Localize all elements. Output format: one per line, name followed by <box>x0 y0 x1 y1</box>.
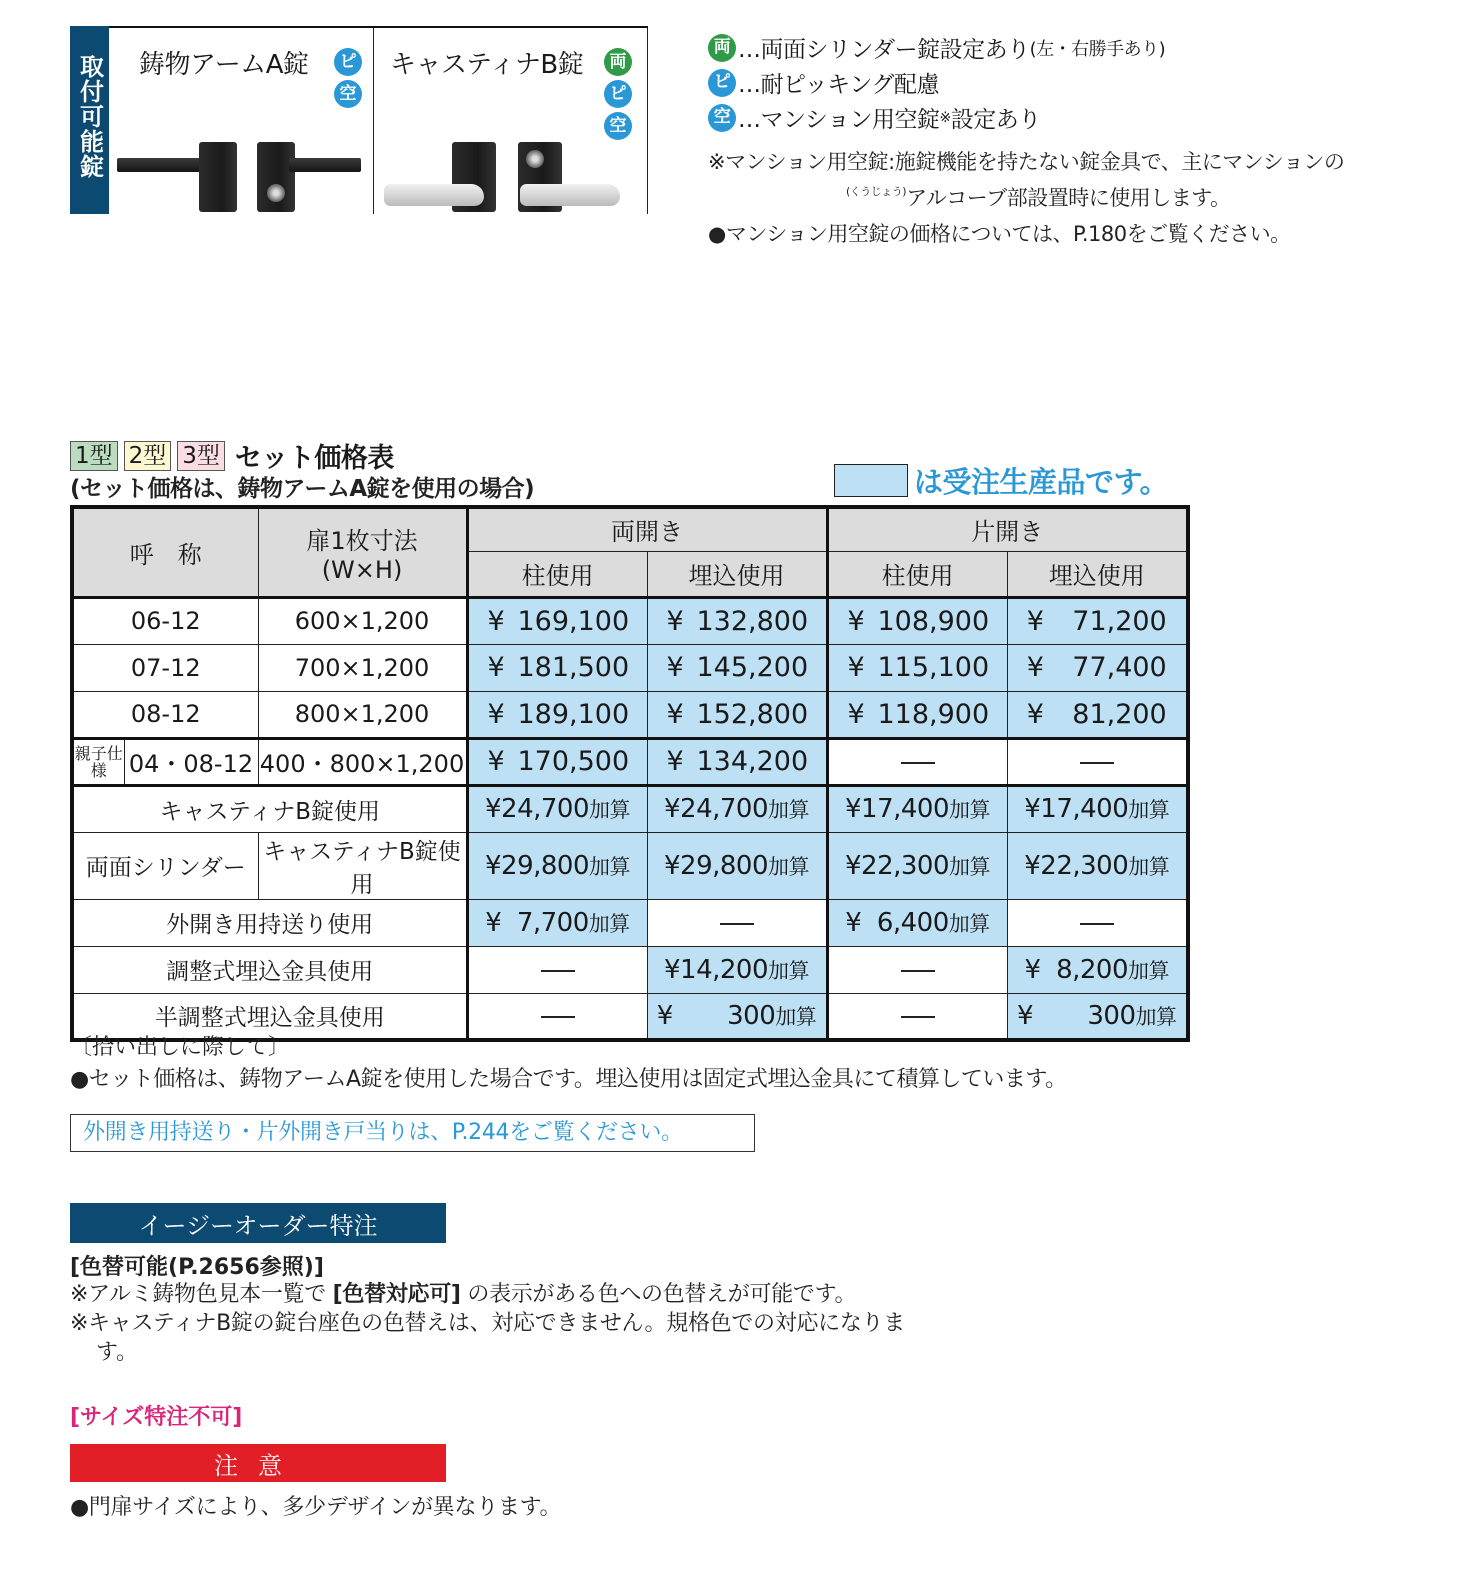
double-cylinder-badge-icon: 両 <box>708 34 736 62</box>
size-order-unavailable: [サイズ特注不可] <box>70 1405 243 1430</box>
type-tag-2: 2型 <box>124 441 172 471</box>
price-single-embedded: ¥ 71,200 <box>1007 597 1188 644</box>
row-size: 800×1,200 <box>258 691 467 738</box>
header-single-swing: 片開き <box>827 507 1188 551</box>
header-double-pillar: 柱使用 <box>467 551 647 597</box>
option-sublabel: キャスティナB錠使用 <box>258 832 467 899</box>
made-to-order-label: は受注生産品です。 <box>914 465 1169 499</box>
table-row <box>72 597 1188 644</box>
caution-note: ●門扉サイズにより、多少デザインが異なります。 <box>70 1495 562 1520</box>
dash-icon <box>541 970 575 972</box>
row-name: 08-12 <box>72 691 258 738</box>
legend-item-anti-picking: ピ …耐ピッキング配慮 <box>708 65 1428 100</box>
anti-picking-badge-icon: ピ <box>334 48 362 76</box>
row-size: 400・800×1,200 <box>258 738 467 785</box>
option-label: 両面シリンダー <box>72 832 258 899</box>
header-double-embedded: 埋込使用 <box>647 551 827 597</box>
lock-card-cast-arm-a <box>109 28 374 214</box>
price-single-pillar: ¥ 115,100 <box>827 644 1007 691</box>
color-change-note: ※アルミ鋳物色見本一覧で [色替対応可] の表示がある色への色替えが可能です。 <box>70 1282 857 1307</box>
header-single-pillar: 柱使用 <box>827 551 1007 597</box>
legend-item-dummy-lock: 空 …マンション用空錠 ※ 設定あり <box>708 100 1428 135</box>
badge-legend <box>708 30 1428 135</box>
legend-item-double-cylinder: 両 …両面シリンダー錠設定あり (左・右勝手あり) <box>708 30 1428 65</box>
price-double-pillar: ¥ 189,100 <box>467 691 647 738</box>
anti-picking-badge-icon: ピ <box>708 69 736 97</box>
color-change-heading: [色替可能(P.2656参照)] <box>70 1255 324 1280</box>
price-double-embedded: ¥ 134,200 <box>647 738 827 785</box>
price-double-embedded: ¥ 132,800 <box>647 597 827 644</box>
lock-badges <box>604 48 632 140</box>
price-single-embedded: ¥ 81,200 <box>1007 691 1188 738</box>
option-row: 両面シリンダー キャスティナB錠使用 ¥29,800加算 ¥29,800加算 ¥22,300加算 ¥22,300加算 <box>72 832 1188 899</box>
price-table-subtitle: (セット価格は、鋳物アームA錠を使用の場合) <box>70 476 535 502</box>
easy-order-section-header: イージーオーダー特注 <box>70 1203 446 1243</box>
dash-icon <box>1080 762 1114 764</box>
table-row-oyako <box>72 738 1188 785</box>
reference-link-box[interactable]: 外開き用持送り・片外開き戸当りは、P.244をご覧ください。 <box>70 1114 755 1152</box>
price-double-pillar: ¥ 181,500 <box>467 644 647 691</box>
lock-card-castina-b <box>374 28 648 214</box>
option-label: 調整式埋込金具使用 <box>72 946 467 993</box>
header-size: 扉1枚寸法 (W×H) <box>258 507 467 597</box>
dummy-lock-badge-icon: 空 <box>604 112 632 140</box>
double-cylinder-badge-icon: 両 <box>604 48 632 76</box>
easy-order-notes <box>70 1280 910 1367</box>
lock-name: 鋳物アームA錠 <box>139 50 309 80</box>
header-name: 呼 称 <box>72 507 258 597</box>
type-tag-1: 1型 <box>70 441 118 471</box>
pickup-title: 〔拾い出しに際して〕 <box>70 1035 291 1060</box>
castina-color-note: ※キャスティナB錠の錠台座色の色替えは、対応できません。規格色での対応になります。 <box>70 1311 905 1365</box>
price-double-embedded: ¥ 145,200 <box>647 644 827 691</box>
dash-icon <box>541 1016 575 1018</box>
option-row: 外開き用持送り使用 ¥ 7,700加算 ¥ 6,400加算 <box>72 899 1188 946</box>
table-row <box>72 644 1188 691</box>
option-label: キャスティナB錠使用 <box>72 785 467 832</box>
price-double-pillar: ¥ 169,100 <box>467 597 647 644</box>
made-to-order-legend <box>834 460 1168 501</box>
price-double-pillar: ¥ 170,500 <box>467 738 647 785</box>
price-single-embedded-na <box>1007 738 1188 785</box>
type-tag-3: 3型 <box>177 441 225 471</box>
price-single-pillar-na <box>827 738 1007 785</box>
dash-icon <box>901 762 935 764</box>
dummy-lock-price-note: ●マンション用空錠の価格については、P.180をご覧ください。 <box>708 222 1291 246</box>
option-row: 調整式埋込金具使用 ¥14,200加算 ¥ 8,200加算 <box>72 946 1188 993</box>
lock-name: キャスティナB錠 <box>390 50 584 80</box>
dash-icon <box>901 970 935 972</box>
price-double-embedded: ¥ 152,800 <box>647 691 827 738</box>
price-single-pillar: ¥ 108,900 <box>827 597 1007 644</box>
pickup-note: ●セット価格は、鋳物アームA錠を使用した場合です。埋込使用は固定式埋込金具にて積算しています。 <box>70 1067 1067 1092</box>
option-row: キャスティナB錠使用 ¥24,700加算 ¥24,700加算 ¥17,400加算 ¥17,400加算 <box>72 785 1188 832</box>
compatible-locks-label: 取付可能錠 <box>70 26 109 214</box>
oyako-label: 親子仕様 <box>72 738 124 785</box>
row-size: 600×1,200 <box>258 597 467 644</box>
option-row: 半調整式埋込金具使用 ¥ 300加算 ¥ 300加算 <box>72 993 1188 1040</box>
compatible-locks-panel <box>70 26 648 212</box>
dummy-lock-badge-icon: 空 <box>708 104 736 132</box>
option-label: 外開き用持送り使用 <box>72 899 467 946</box>
row-size: 700×1,200 <box>258 644 467 691</box>
row-name: 07-12 <box>72 644 258 691</box>
header-single-embedded: 埋込使用 <box>1007 551 1188 597</box>
row-name: 06-12 <box>72 597 258 644</box>
made-to-order-swatch <box>834 464 908 497</box>
dummy-lock-footnote: ※マンション用空錠:施錠機能を持たない錠金具で、主にマンションの $^{(くうじょう)}$アルコーブ部設置時に使用します。 <box>708 150 1345 210</box>
price-single-embedded: ¥ 77,400 <box>1007 644 1188 691</box>
set-price-table <box>70 505 1190 1042</box>
option-label: 半調整式埋込金具使用 <box>72 993 467 1040</box>
lock-image-castina-b <box>374 138 648 214</box>
price-single-pillar: ¥ 118,900 <box>827 691 1007 738</box>
table-row <box>72 691 1188 738</box>
dash-icon <box>1080 923 1114 925</box>
lock-badges <box>334 48 362 108</box>
dash-icon <box>901 1016 935 1018</box>
row-name: 04・08-12 <box>124 738 258 785</box>
dash-icon <box>720 923 754 925</box>
header-double-swing: 両開き <box>467 507 827 551</box>
anti-picking-badge-icon: ピ <box>604 80 632 108</box>
lock-image-cast-arm-a <box>109 138 374 214</box>
price-table-title: セット価格表 <box>234 443 394 474</box>
caution-section-header: 注意 <box>70 1444 446 1482</box>
dummy-lock-badge-icon: 空 <box>334 80 362 108</box>
